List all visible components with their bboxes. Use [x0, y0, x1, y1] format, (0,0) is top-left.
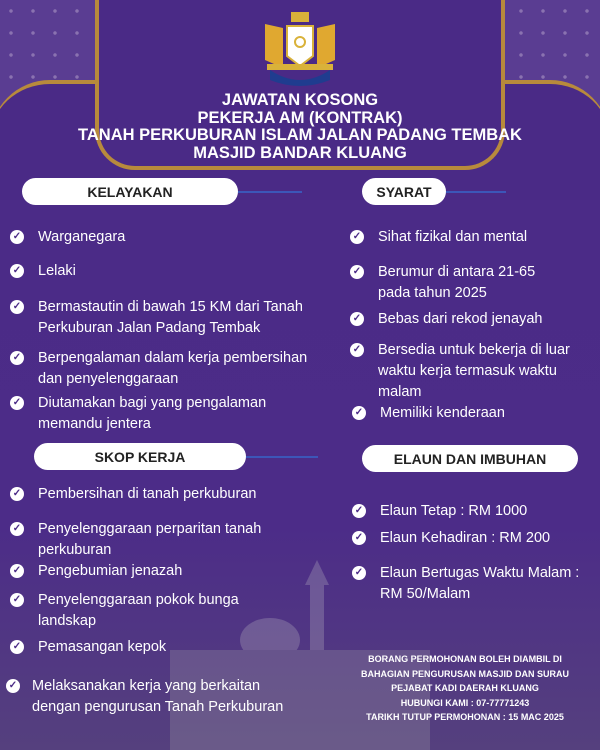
item-text: Pengebumian jenazah: [38, 563, 183, 579]
title-line: MASJID BANDAR KLUANG: [193, 143, 407, 162]
item-text: Elaun Tetap : RM 1000: [380, 503, 528, 519]
closing-date: TARIKH TUTUP PERMOHONAN : 15 MAC 2025: [366, 712, 564, 722]
list-item: [350, 262, 570, 304]
list-item: [350, 227, 590, 248]
item-text: Diutamakan bagi yang pengalaman memandu jentera: [38, 395, 267, 432]
list-item: [10, 261, 330, 282]
check-circle-icon: ✓: [352, 566, 366, 580]
list-item: [6, 676, 306, 718]
item-text: Sihat fizikal dan mental: [378, 229, 528, 245]
list-item: [350, 309, 590, 330]
list-item: [352, 403, 592, 424]
check-circle-icon: ✓: [10, 564, 24, 578]
kelayakan-header: KELAYAKAN: [22, 178, 238, 205]
list-item: [352, 501, 592, 522]
divider: [246, 456, 318, 458]
footer-line: BORANG PERMOHONAN BOLEH DIAMBIL DI: [368, 654, 562, 664]
check-circle-icon: ✓: [10, 487, 24, 501]
check-circle-icon: ✓: [10, 264, 24, 278]
title-line: TANAH PERKUBURAN ISLAM JALAN PADANG TEMBAK: [78, 126, 522, 144]
list-item: [10, 393, 310, 435]
check-circle-icon: ✓: [10, 593, 24, 607]
check-circle-icon: ✓: [10, 351, 24, 365]
check-circle-icon: ✓: [350, 265, 364, 279]
page-title: [0, 92, 600, 162]
list-item: [10, 637, 330, 658]
item-text: Bermastautin di bawah 15 KM dari Tanah Perkuburan Jalan Padang Tembak: [38, 299, 303, 336]
check-circle-icon: ✓: [10, 230, 24, 244]
list-item: [10, 561, 330, 582]
check-circle-icon: ✓: [352, 504, 366, 518]
contact-phone: HUBUNGI KAMI : 07-77771243: [400, 697, 530, 708]
check-circle-icon: ✓: [350, 343, 364, 357]
crest-logo: [255, 12, 345, 87]
check-circle-icon: ✓: [10, 396, 24, 410]
list-item: [352, 563, 592, 605]
list-item: [10, 590, 290, 632]
footer-line: PEJABAT KADI DAERAH KLUANG: [391, 683, 539, 693]
check-circle-icon: ✓: [350, 230, 364, 244]
check-circle-icon: ✓: [10, 522, 24, 536]
syarat-header: SYARAT: [362, 178, 446, 205]
list-item: [10, 297, 340, 339]
list-item: [10, 227, 330, 248]
check-circle-icon: ✓: [10, 300, 24, 314]
item-text: Elaun Kehadiran : RM 200: [380, 530, 551, 546]
item-text: Bersedia untuk bekerja di luar waktu kerja termasuk waktu malam: [378, 342, 570, 400]
title-line: JAWATAN KOSONG: [221, 91, 379, 109]
check-circle-icon: ✓: [350, 312, 364, 326]
footer-line: BAHAGIAN PENGURUSAN MASJID DAN SURAU: [360, 668, 569, 679]
list-item: [10, 519, 310, 561]
item-text: Melaksanakan kerja yang berkaitan dengan pengurusan Tanah Perkuburan: [32, 678, 284, 715]
item-text: Elaun Bertugas Waktu Malam : RM 50/Malam: [380, 565, 580, 602]
skop-kerja-header: SKOP KERJA: [34, 443, 246, 470]
check-circle-icon: ✓: [352, 531, 366, 545]
check-circle-icon: ✓: [352, 406, 366, 420]
list-item: [10, 348, 310, 390]
item-text: Memiliki kenderaan: [380, 405, 505, 421]
divider: [238, 191, 302, 193]
list-item: [10, 484, 330, 505]
item-text: Berumur di antara 21-65 pada tahun 2025: [378, 264, 536, 301]
item-text: Bebas dari rekod jenayah: [378, 311, 543, 327]
list-item: [352, 528, 592, 549]
list-item: [350, 340, 590, 403]
item-text: Lelaki: [38, 263, 76, 279]
elaun-header: ELAUN DAN IMBUHAN: [362, 445, 578, 472]
item-text: Warganegara: [38, 229, 126, 245]
title-line: PEKERJA AM (KONTRAK): [197, 108, 403, 127]
item-text: Penyelenggaraan perparitan tanah perkuburan: [38, 521, 262, 558]
divider: [446, 191, 506, 193]
item-text: Berpengalaman dalam kerja pembersihan dan penyelenggaraan: [38, 350, 308, 387]
check-circle-icon: ✓: [6, 679, 20, 693]
check-circle-icon: ✓: [10, 640, 24, 654]
application-info: [345, 652, 585, 725]
item-text: Penyelenggaraan pokok bunga landskap: [38, 592, 239, 629]
item-text: Pemasangan kepok: [38, 639, 167, 655]
item-text: Pembersihan di tanah perkuburan: [38, 486, 257, 502]
